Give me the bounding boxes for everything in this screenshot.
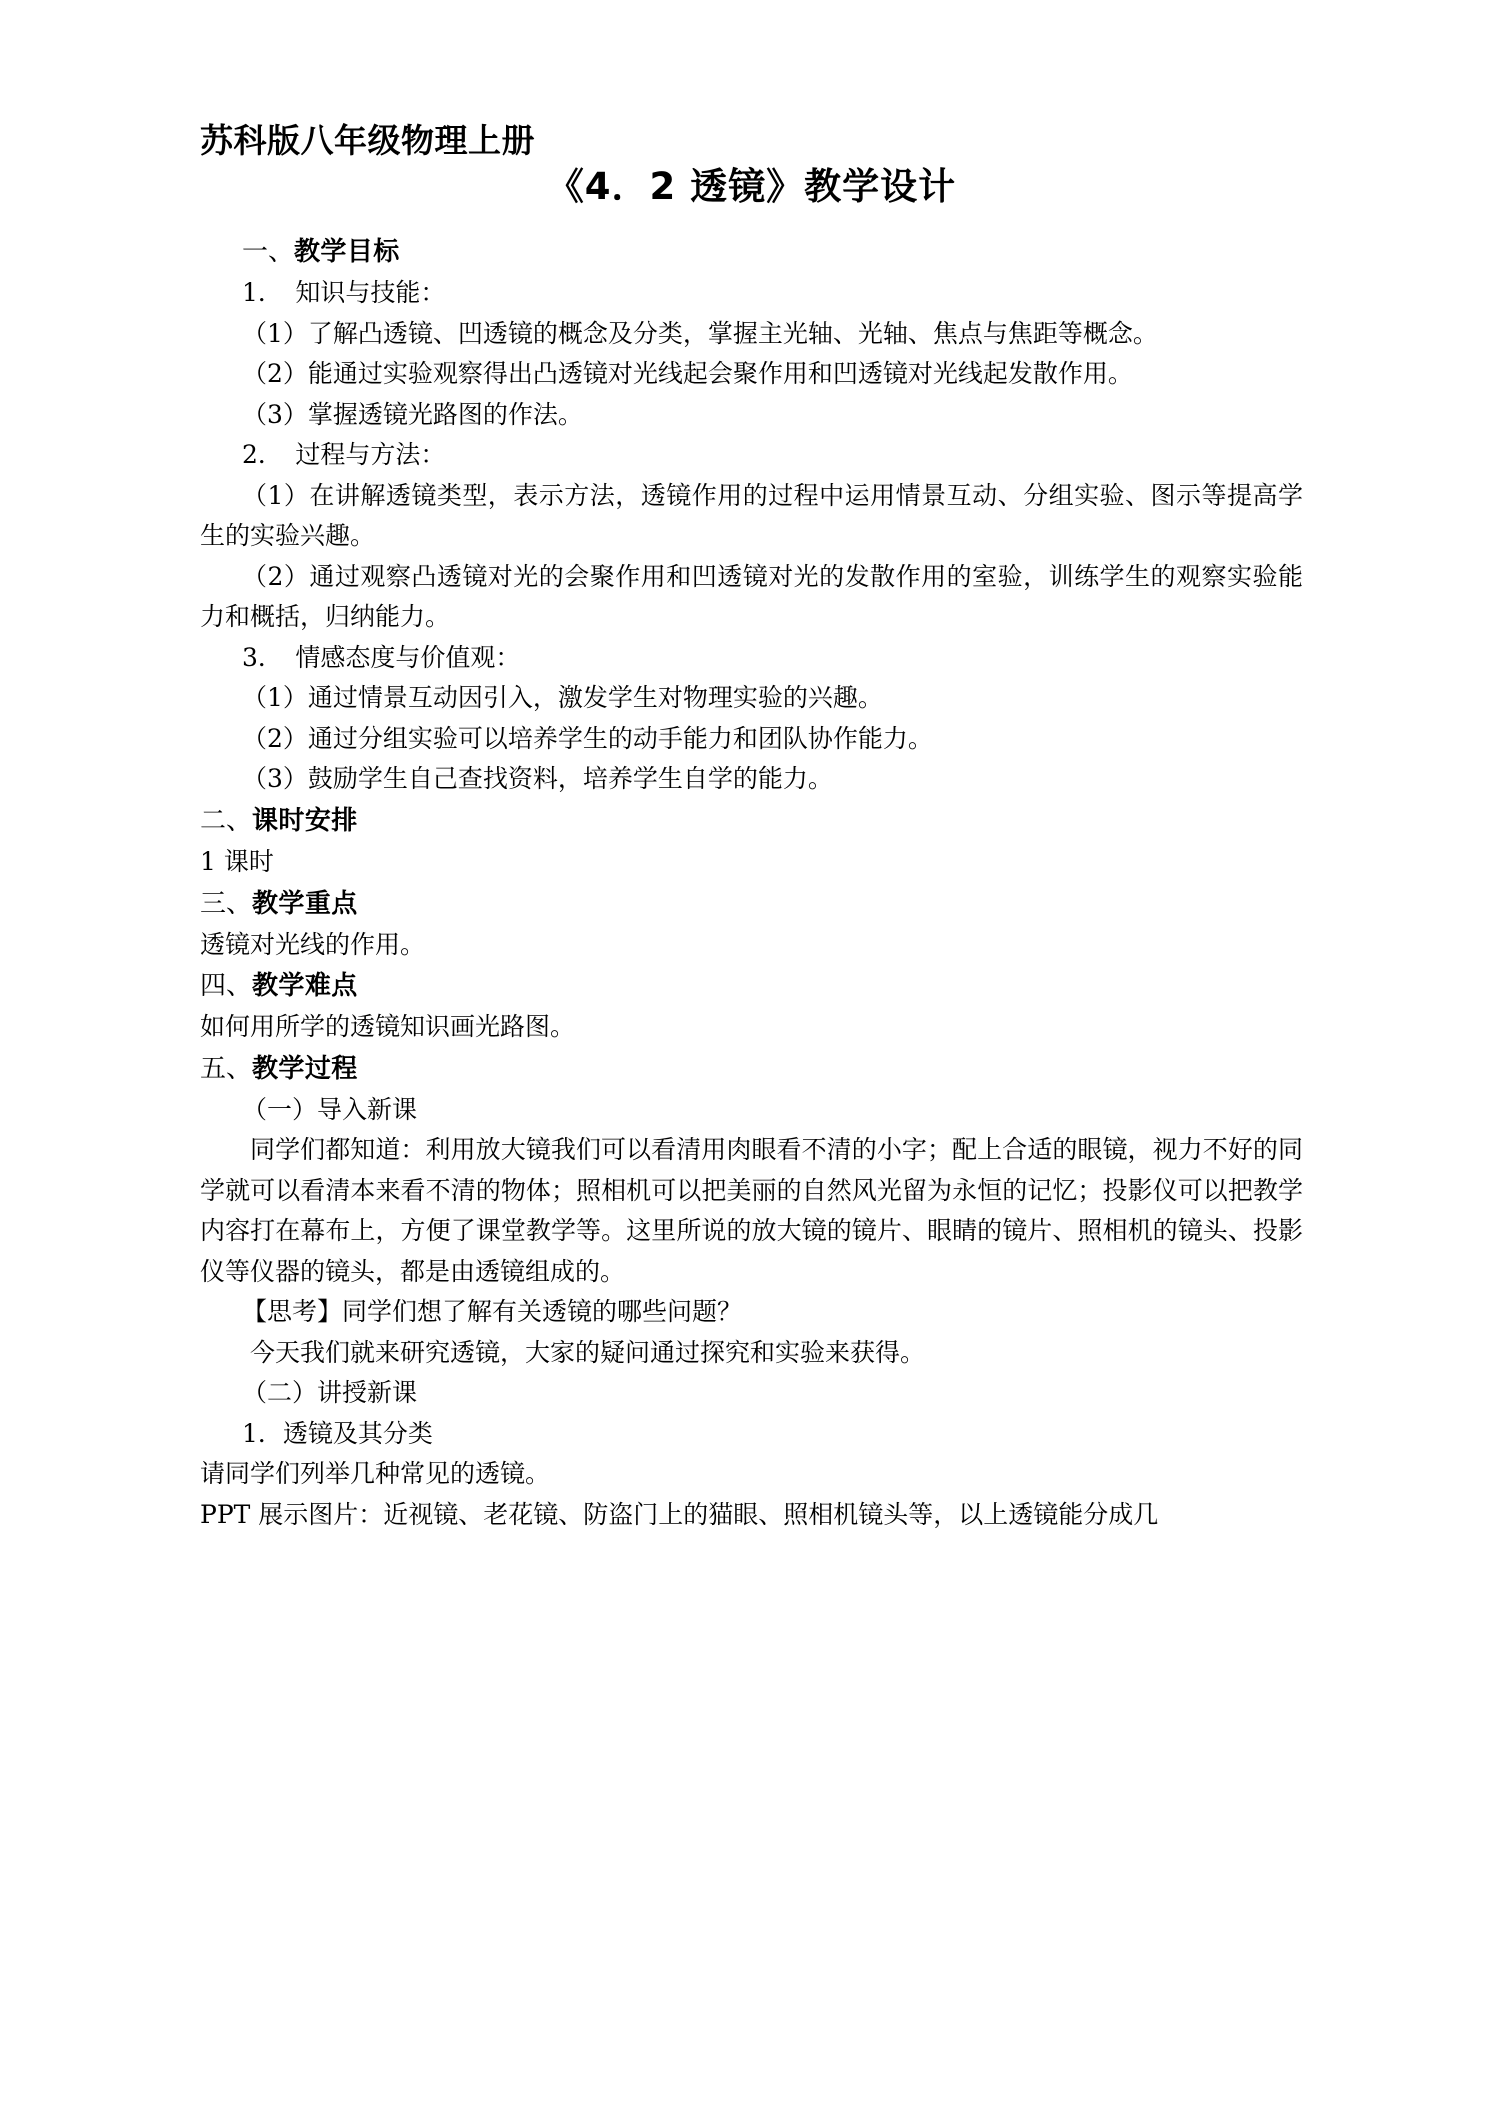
section-heading-class-hours [200, 800, 1303, 842]
objective-1-heading: 1． 知识与技能： [242, 278, 446, 308]
objective-2-item-b: （2）通过观察凸透镜对光的会聚作用和凹透镜对光的发散作用的室验，训练学生的观察实验能力和概括，归纳能力。 [200, 561, 1303, 632]
section-number: 一、 [242, 237, 295, 268]
section-heading-key-points [200, 883, 1303, 925]
objective-1-item-c: （3）掌握透镜光路图的作法。 [242, 399, 583, 429]
process-part-1-paragraph: 同学们都知道：利用放大镜我们可以看清用肉眼看不清的小字；配上合适的眼镜，视力不好的同学就可以看清本来看不清的物体；照相机可以把美丽的自然风光留为永恒的记忆；投影仪可以把教学内容打在幕布上，方便了课堂教学等。这里所说的放大镜的镜片、眼睛的镜片、照相机的镜头、投影仪等仪器的镜头，都是由透镜组成的。 [200, 1135, 1303, 1286]
objective-3-item-a: （1）通过情景互动因引入，激发学生对物理实验的兴趣。 [242, 683, 883, 713]
document-body [200, 120, 1303, 1535]
process-part-2-line-2: PPT 展示图片：近视镜、老花镜、防盗门上的猫眼、照相机镜头等，以上透镜能分成几 [200, 1499, 1159, 1529]
section-title: 教学难点 [252, 971, 358, 1002]
section-heading-difficulties [200, 965, 1303, 1007]
objective-3-item-c: （3）鼓励学生自己查找资料，培养学生自学的能力。 [242, 764, 833, 794]
difficulties-text: 如何用所学的透镜知识画光路图。 [200, 1012, 576, 1042]
section-number: 四、 [200, 971, 253, 1002]
objective-2-item-a: （1）在讲解透镜类型，表示方法，透镜作用的过程中运用情景互动、分组实验、图示等提高学生的实验兴趣。 [200, 480, 1303, 551]
key-points-text: 透镜对光线的作用。 [200, 929, 426, 959]
objective-2-heading: 2． 过程与方法： [242, 440, 446, 470]
objective-3-item-b: （2）通过分组实验可以培养学生的动手能力和团队协作能力。 [242, 723, 933, 753]
objective-1-item-a: （1）了解凸透镜、凹透镜的概念及分类，掌握主光轴、光轴、焦点与焦距等概念。 [242, 318, 1158, 348]
process-part-2-line-1: 请同学们列举几种常见的透镜。 [200, 1459, 551, 1489]
class-hours-value: 1 课时 [200, 847, 274, 877]
process-part-2-heading: （二）讲授新课 [242, 1378, 418, 1408]
section-heading-teaching-objectives [200, 231, 1303, 273]
section-heading-teaching-process [200, 1048, 1303, 1090]
process-part-1-heading: （一）导入新课 [242, 1094, 418, 1124]
page-title-sub: 《4．2 透镜》教学设计 [546, 165, 957, 209]
section-number: 二、 [200, 805, 253, 836]
process-today-statement: 今天我们就来研究透镜，大家的疑问通过探究和实验来获得。 [250, 1337, 926, 1367]
section-number: 三、 [200, 888, 253, 919]
section-title: 教学目标 [294, 237, 400, 268]
section-title: 教学过程 [252, 1053, 358, 1084]
objective-1-item-b: （2）能通过实验观察得出凸透镜对光线起会聚作用和凹透镜对光线起发散作用。 [242, 359, 1133, 389]
process-think-prompt: 【思考】同学们想了解有关透镜的哪些问题？ [242, 1297, 743, 1327]
page-title-main: 苏科版八年级物理上册 [200, 121, 535, 160]
section-title: 课时安排 [252, 805, 358, 836]
objective-3-heading: 3． 情感态度与价值观： [242, 642, 521, 672]
section-title: 教学重点 [252, 888, 358, 919]
process-part-2-subheading: 1．透镜及其分类 [242, 1418, 433, 1448]
section-number: 五、 [200, 1053, 253, 1084]
